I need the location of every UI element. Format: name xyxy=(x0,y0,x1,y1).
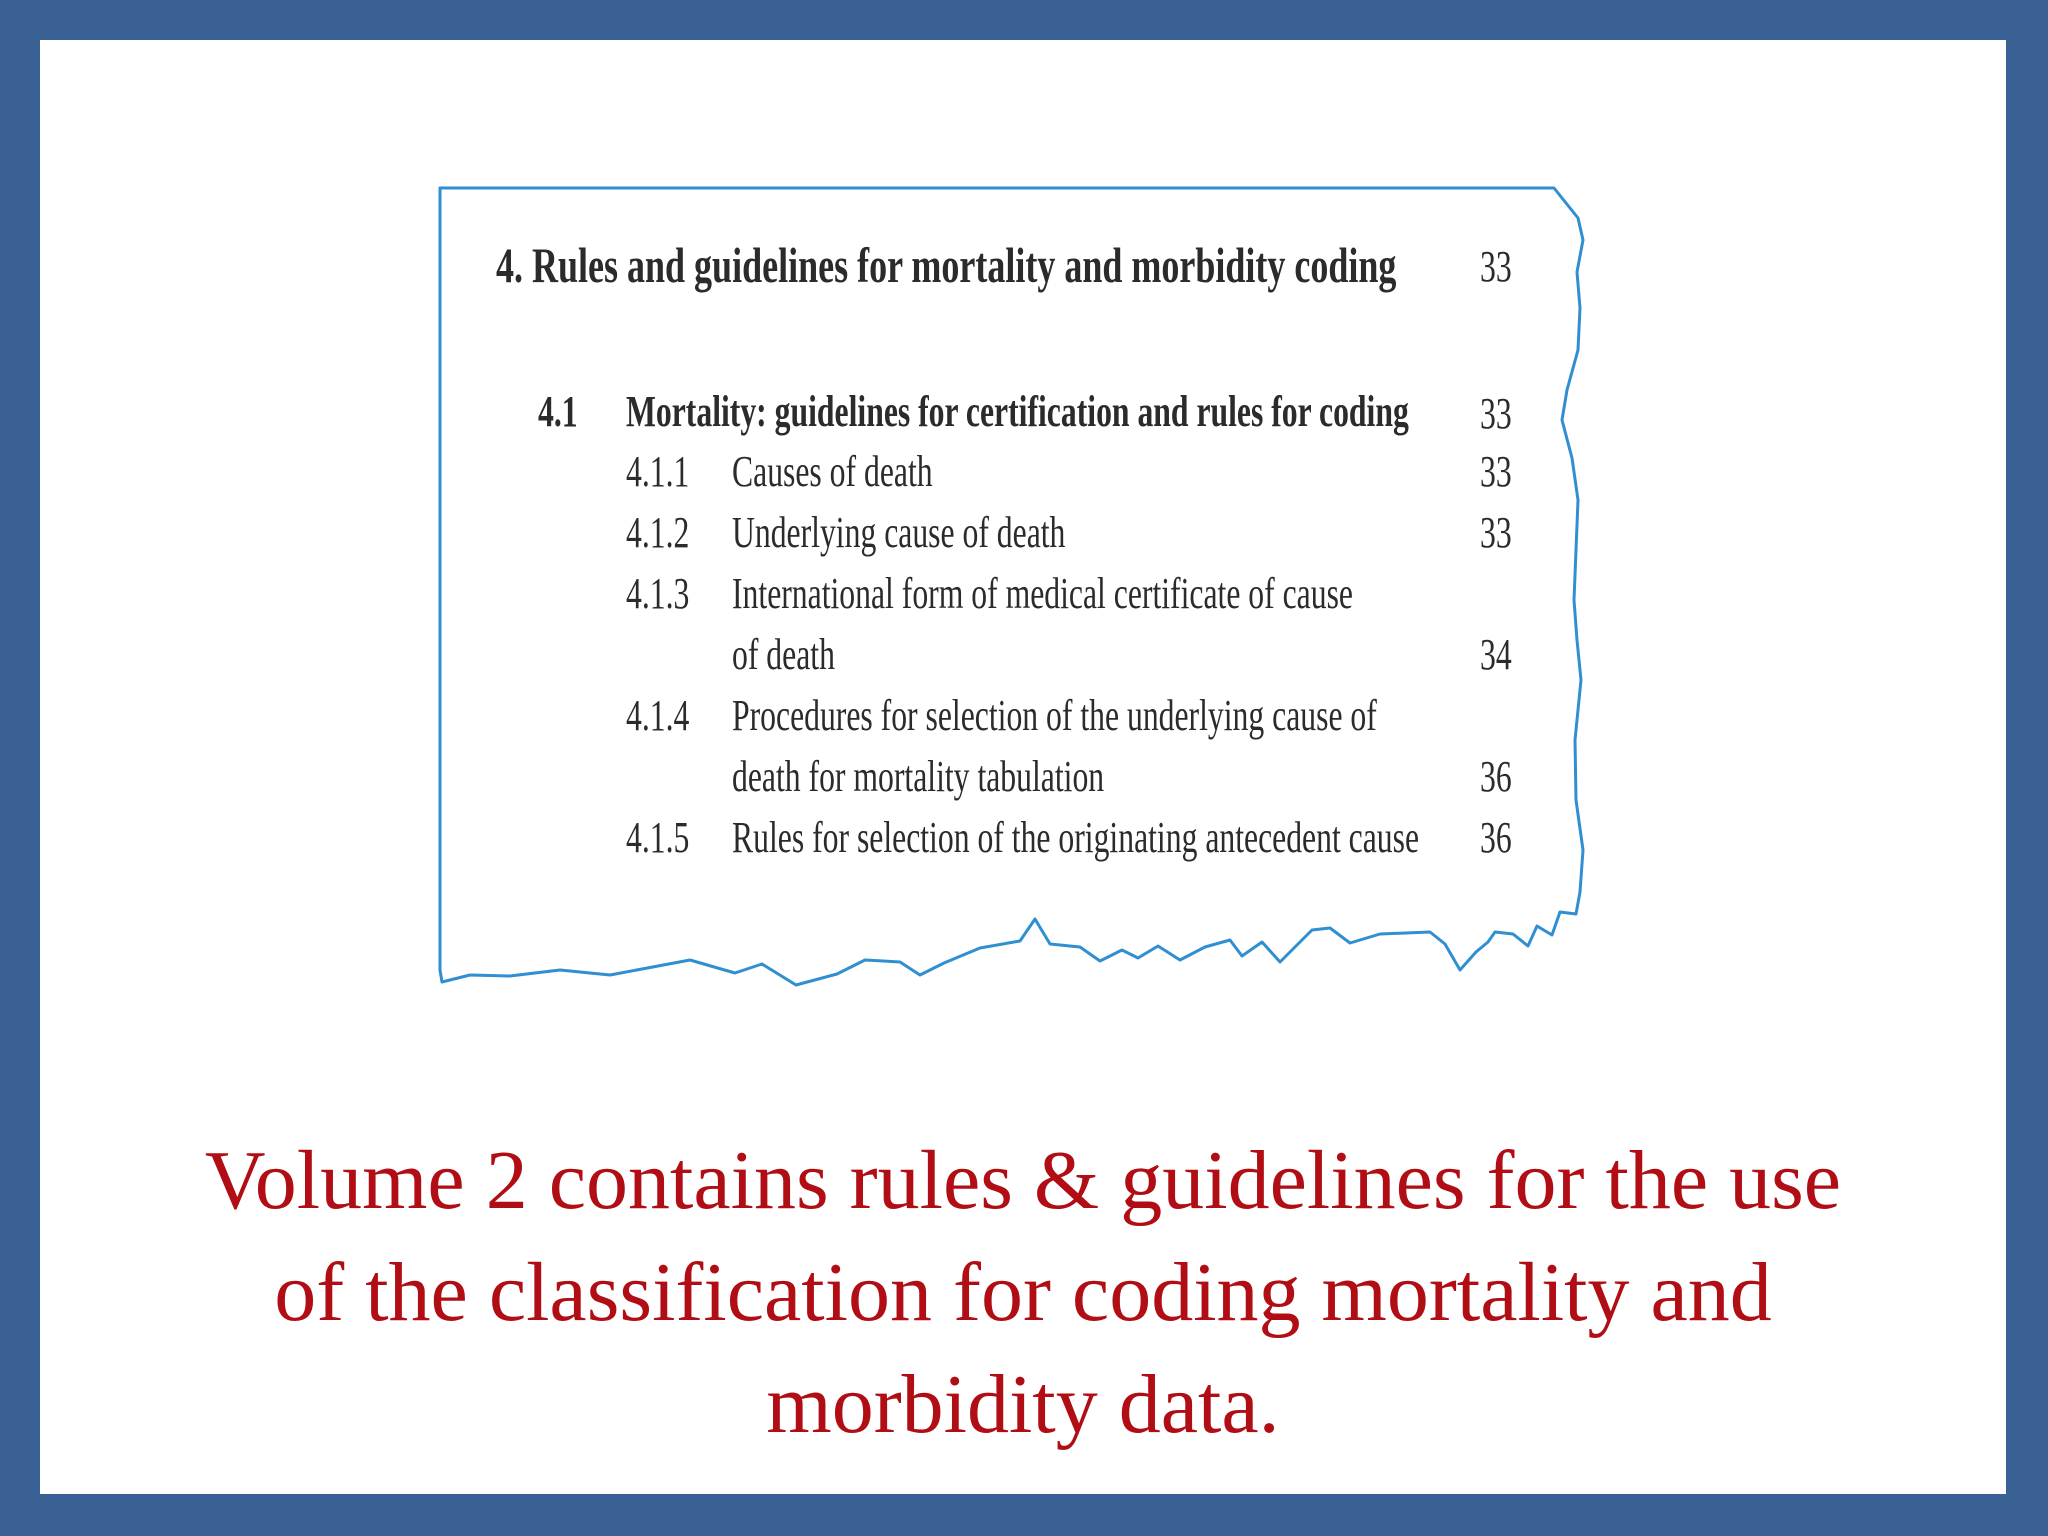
entry-title: International form of medical certificate of cause xyxy=(732,569,1353,618)
entry-title-continuation: death for mortality tabulation xyxy=(732,752,1105,801)
chapter-heading: 4. Rules and guidelines for mortality and morbidity coding xyxy=(496,237,1397,293)
entry-title-continuation: of death xyxy=(732,630,835,679)
caption-line: morbidity data. xyxy=(766,1358,1280,1451)
entry-page-number: 34 xyxy=(1480,630,1512,679)
entry-number: 4.1.5 xyxy=(626,813,690,862)
entry-page-number: 36 xyxy=(1480,752,1512,801)
toc-excerpt xyxy=(40,40,2006,1040)
entry-title: Procedures for selection of the underlying cause of xyxy=(732,691,1377,740)
entry-title: Causes of death xyxy=(732,447,933,496)
section-page-number: 33 xyxy=(1480,389,1512,438)
slide-caption xyxy=(100,1125,1946,1461)
entry-number: 4.1.3 xyxy=(626,569,690,618)
entry-number: 4.1.4 xyxy=(626,691,690,740)
entry-title: Underlying cause of death xyxy=(732,508,1066,557)
entry-number: 4.1.2 xyxy=(626,508,690,557)
slide xyxy=(40,40,2006,1494)
chapter-page-number: 33 xyxy=(1480,242,1512,291)
entry-page-number: 33 xyxy=(1480,508,1512,557)
section-number: 4.1 xyxy=(538,387,578,436)
entry-title: Rules for selection of the originating antecedent cause xyxy=(732,813,1420,862)
caption-line: Volume 2 contains rules & guidelines for the use xyxy=(204,1134,1842,1227)
entry-page-number: 36 xyxy=(1480,813,1512,862)
caption-line: of the classification for coding mortality and xyxy=(274,1246,1772,1339)
section-heading: Mortality: guidelines for certification and rules for coding xyxy=(626,387,1409,436)
entry-number: 4.1.1 xyxy=(626,447,690,496)
entry-page-number: 33 xyxy=(1480,447,1512,496)
